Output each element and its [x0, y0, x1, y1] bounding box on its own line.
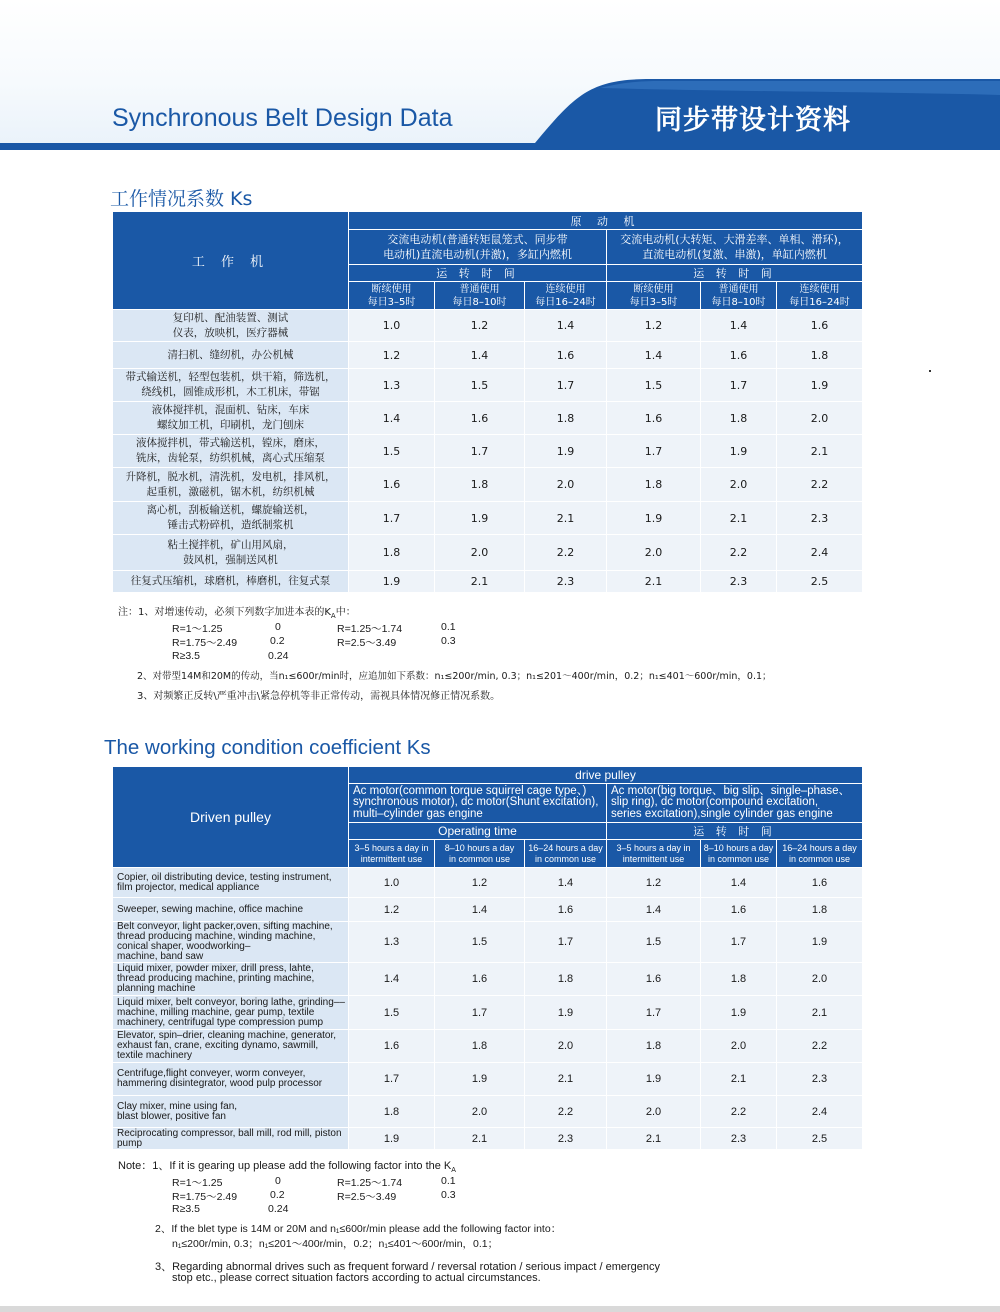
duration-line: 每日3–5时: [367, 296, 416, 308]
row-label-line: Belt conveyor, light packer,oven, sifting machine,: [117, 921, 333, 932]
row-label-line: machine, milling machine, gear pump, textile: [117, 1006, 315, 1018]
row-label-line: thread producing machine, winding machine, conical shaper, woodworking–: [117, 931, 316, 952]
cell-value: 1.4: [435, 342, 525, 369]
cell-value: 2.2: [701, 1096, 777, 1128]
cell-value: 1.8: [349, 1096, 435, 1128]
factor-value: 0: [275, 621, 281, 633]
factor-range: R=1.75～2.49: [172, 1191, 238, 1203]
cell-value: 1.9: [525, 996, 607, 1030]
cell-value: 2.0: [777, 402, 863, 435]
cell-value: 1.7: [701, 369, 777, 402]
cell-value: 2.0: [435, 535, 525, 571]
duration-line: 8–10 hours a day: [444, 842, 515, 853]
row-label: [113, 402, 349, 435]
cell-value: 1.6: [349, 468, 435, 502]
cell-value: 1.4: [525, 310, 607, 342]
duration-line: 连续使用: [545, 283, 586, 295]
row-label-line: textile machinery: [117, 1050, 193, 1061]
cell-value: 1.9: [349, 571, 435, 593]
row-label: [113, 310, 349, 342]
cell-value: 2.2: [777, 1030, 863, 1063]
cell-value: 2.2: [525, 535, 607, 571]
cell-value: 2.0: [435, 1096, 525, 1128]
row-label-line: planning machine: [117, 983, 196, 994]
cell-value: 1.4: [607, 898, 701, 922]
factor-range: R=1～1.25: [172, 623, 223, 635]
ks-table-en: [112, 766, 863, 1150]
motor-a-line: multi–cylinder gas engine: [353, 807, 483, 820]
note1-cn: [118, 603, 356, 620]
cell-value: 2.4: [777, 535, 863, 571]
duration-header: [701, 840, 777, 868]
cell-value: 2.0: [701, 1030, 777, 1063]
cell-value: 1.5: [349, 996, 435, 1030]
cell-value: 1.8: [525, 402, 607, 435]
cell-value: 1.8: [607, 1030, 701, 1063]
row-label-line: Liquid mixer, belt conveyor, boring lathe, grinding––: [117, 996, 345, 1008]
duration-line: 断续使用: [633, 283, 674, 295]
cell-value: 1.5: [435, 922, 525, 963]
note2-cn: 2、对带型14M和20M的传动，当n₁≤600r/min时，应追加如下系数：n₁≤200r/min, 0.3；n₁≤201～400r/min，0.2；n₁≤401～600r/min，0.1；: [137, 671, 772, 682]
duration-line: 每日8–10时: [711, 296, 766, 308]
duration-header: [777, 282, 863, 310]
row-label-line: Elevator, spin–drier, cleaning machine, generator,: [117, 1030, 337, 1041]
cell-value: 1.6: [777, 868, 863, 898]
motor-group-b: [607, 230, 863, 265]
row-label-line: 粘土搅拌机，矿山用风扇，: [167, 538, 294, 551]
motor-b-line: slip ring), dc motor(compound excitation,: [611, 796, 819, 809]
note1-en: [118, 1157, 456, 1174]
duration-header: [777, 840, 863, 868]
cell-value: 2.3: [525, 1128, 607, 1150]
note1-en-text: Note：1、If it is gearing up please add the following factor into the K: [118, 1160, 452, 1172]
table-row: [113, 1128, 863, 1150]
factor-range: R=1.75～2.49: [172, 637, 238, 649]
cell-value: 1.4: [349, 963, 435, 996]
cell-value: 2.1: [435, 571, 525, 593]
table-row: [113, 310, 863, 342]
row-label: [113, 963, 349, 996]
cell-value: 2.3: [701, 1128, 777, 1150]
row-label: [113, 922, 349, 963]
factor-value: 0.24: [268, 1203, 289, 1215]
motor-group-b: [607, 784, 863, 823]
cell-value: 1.6: [607, 963, 701, 996]
table-row: [113, 1063, 863, 1096]
cell-value: 1.8: [435, 468, 525, 502]
table-row: [113, 1030, 863, 1063]
factor-range: R=2.5～3.49: [337, 1191, 397, 1203]
operating-time-b: 运 转 时 间: [607, 265, 863, 282]
col-header-drive: 原 动 机: [349, 212, 863, 230]
row-label-line: Sweeper, sewing machine, office machine: [117, 903, 304, 915]
row-label-line: Centrifuge,flight conveyer, worm conveyer,: [117, 1068, 306, 1079]
row-label-line: 往复式压缩机，球磨机，棒磨机，往复式泵: [130, 575, 331, 587]
row-label-line: 仪表，放映机，医疗器械: [172, 326, 289, 339]
note2-en-line1: 2、If the blet type is 14M or 20M and n₁≤600r/min please add the following factor into：: [155, 1223, 562, 1235]
cell-value: 1.4: [349, 402, 435, 435]
table-row: [113, 868, 863, 898]
cell-value: 2.1: [701, 502, 777, 535]
note1-cn-suffix: 中：: [335, 607, 356, 618]
cell-value: 1.3: [349, 369, 435, 402]
cell-value: 1.8: [525, 963, 607, 996]
duration-line: 16–24 hours a day: [528, 842, 603, 853]
cell-value: 1.8: [701, 402, 777, 435]
factor-range: R=1～1.25: [172, 1177, 223, 1189]
row-label: [113, 435, 349, 468]
cell-value: 1.9: [435, 1063, 525, 1096]
table-row: [113, 535, 863, 571]
cell-value: 1.5: [435, 369, 525, 402]
duration-line: 普通使用: [718, 283, 759, 295]
duration-line: 8–10 hours a day: [703, 842, 774, 853]
duration-line: in common use: [448, 853, 511, 864]
cell-value: 1.2: [607, 310, 701, 342]
cell-value: 2.2: [525, 1096, 607, 1128]
factor-value: 0.2: [270, 635, 285, 647]
cell-value: 1.7: [435, 435, 525, 468]
cell-value: 1.9: [435, 502, 525, 535]
section-title-en: The working condition coefficient Ks: [104, 736, 431, 759]
factor-value: 0.24: [268, 650, 289, 662]
row-label-line: 绕线机，圆锥成形机，木工机床，带锯: [141, 386, 320, 398]
table-row: [113, 922, 863, 963]
motor-a-line: 电动机)直流电动机(并激)，多缸内燃机: [383, 248, 572, 261]
row-label: [113, 1030, 349, 1063]
row-label-line: 带式输送机，轻型包装机，烘干箱，筛选机，: [125, 371, 336, 383]
row-label-line: thread producing machine, printing machine,: [117, 973, 315, 984]
cell-value: 1.3: [349, 922, 435, 963]
cell-value: 1.8: [349, 535, 435, 571]
row-label-line: hammering disintegrator, wood pulp processor: [117, 1078, 323, 1089]
cell-value: 1.2: [607, 868, 701, 898]
cell-value: 1.9: [607, 1063, 701, 1096]
cell-value: 2.0: [701, 468, 777, 502]
table-row: [113, 402, 863, 435]
duration-header: [607, 840, 701, 868]
table-row: [113, 502, 863, 535]
cell-value: 2.5: [777, 571, 863, 593]
cell-value: 2.0: [525, 468, 607, 502]
table-row: [113, 435, 863, 468]
duration-line: 每日16–24时: [789, 296, 850, 308]
row-label: [113, 468, 349, 502]
cell-value: 1.6: [525, 898, 607, 922]
cell-value: 1.8: [435, 1030, 525, 1063]
cell-value: 2.1: [777, 996, 863, 1030]
cell-value: 1.9: [777, 369, 863, 402]
row-label: [113, 571, 349, 593]
row-label: [113, 1063, 349, 1096]
page-header: [0, 0, 1000, 150]
row-label-line: blast blower, positive fan: [117, 1110, 226, 1122]
motor-a-line: 交流电动机(普通转矩鼠笼式、同步带: [387, 233, 568, 246]
row-label-line: Copier, oil distributing device, testing instrument,: [117, 871, 332, 883]
motor-group-a: [349, 230, 607, 265]
motor-a-line: Ac motor(common torque squirrel cage type、): [353, 784, 587, 797]
row-label: [113, 868, 349, 898]
row-label-line: 螺纹加工机，印刷机，龙门刨床: [157, 419, 304, 431]
cell-value: 1.2: [435, 310, 525, 342]
table-row: [113, 1096, 863, 1128]
row-label-line: 液体搅拌机，带式输送机，镗床，磨床，: [136, 437, 325, 449]
cell-value: 2.4: [777, 1096, 863, 1128]
cell-value: 1.7: [701, 922, 777, 963]
cell-value: 1.7: [349, 1063, 435, 1096]
cell-value: 1.4: [701, 310, 777, 342]
col-header-driven: 工 作 机: [113, 212, 349, 310]
stray-dot: [929, 370, 931, 372]
cell-value: 1.8: [777, 342, 863, 369]
cell-value: 2.1: [607, 571, 701, 593]
cell-value: 2.3: [777, 502, 863, 535]
cell-value: 1.6: [435, 402, 525, 435]
duration-header: [701, 282, 777, 310]
cell-value: 1.6: [701, 342, 777, 369]
row-label-line: machine, band saw: [117, 951, 204, 962]
table-row: [113, 898, 863, 922]
factor-value: 0.3: [441, 635, 456, 647]
cell-value: 1.4: [525, 868, 607, 898]
note1-en-sub: A: [451, 1167, 456, 1175]
duration-header: [525, 840, 607, 868]
factor-value: 0: [275, 1175, 281, 1187]
duration-header: [349, 840, 435, 868]
section-title-cn: 工作情况系数 Ks: [110, 188, 253, 210]
duration-header: [607, 282, 701, 310]
duration-line: 普通使用: [459, 283, 500, 295]
cell-value: 1.8: [701, 963, 777, 996]
duration-line: 每日8–10时: [452, 296, 507, 308]
cell-value: 1.5: [607, 922, 701, 963]
cell-value: 1.6: [777, 310, 863, 342]
cell-value: 2.0: [607, 535, 701, 571]
row-label-line: exhaust fan, crane, exciting dynamo, sawmill,: [117, 1040, 319, 1051]
row-label: [113, 1128, 349, 1150]
cell-value: 1.7: [607, 996, 701, 1030]
factor-range: R=1.25～1.74: [337, 1177, 403, 1189]
cell-value: 1.6: [525, 342, 607, 369]
note1-cn-sub: A: [330, 612, 336, 620]
row-label-line: 起重机，激磁机，锯木机，纺织机械: [146, 485, 315, 498]
cell-value: 2.5: [777, 1128, 863, 1150]
cell-value: 2.1: [607, 1128, 701, 1150]
page-title-cn: 同步带设计资料: [655, 105, 851, 136]
page-footer-bar: [0, 1306, 1000, 1312]
duration-line: intermittent use: [622, 853, 685, 864]
note3-en-line1: 3、Regarding abnormal drives such as frequent forward / reversal rotation / serious impact / emergency: [155, 1261, 661, 1273]
cell-value: 1.9: [349, 1128, 435, 1150]
duration-header: [349, 282, 435, 310]
row-label-line: Reciprocating compressor, ball mill, rod mill, piston pump: [117, 1127, 342, 1149]
cell-value: 1.2: [349, 342, 435, 369]
row-label: [113, 342, 349, 369]
cell-value: 1.9: [701, 435, 777, 468]
operating-time-b: 运 转 时 间: [607, 823, 863, 840]
cell-value: 1.5: [349, 435, 435, 468]
cell-value: 2.0: [607, 1096, 701, 1128]
row-label-line: Liquid mixer, powder mixer, drill press, lahte,: [117, 963, 314, 974]
note1-cn-text: 注：1、对增速传动，必须下列数字加进本表的K: [118, 607, 331, 618]
cell-value: 1.8: [607, 468, 701, 502]
row-label: [113, 1096, 349, 1128]
motor-b-line: 直流电动机(复激、串激)，单缸内燃机: [642, 248, 827, 261]
duration-line: in common use: [534, 853, 597, 864]
factor-value: 0.1: [441, 1175, 456, 1187]
cell-value: 2.1: [777, 435, 863, 468]
cell-value: 1.8: [777, 898, 863, 922]
motor-b-line: Ac motor(big torque、big slip、single–phase、: [611, 784, 851, 797]
cell-value: 2.1: [435, 1128, 525, 1150]
duration-line: 16–24 hours a day: [782, 842, 857, 853]
cell-value: 2.3: [525, 571, 607, 593]
row-label-line: film projector, medical appliance: [117, 881, 260, 893]
duration-line: 3–5 hours a day in: [616, 842, 691, 853]
cell-value: 1.7: [435, 996, 525, 1030]
duration-line: 每日16–24时: [535, 296, 596, 308]
table-row: [113, 369, 863, 402]
cell-value: 1.5: [607, 369, 701, 402]
cell-value: 1.7: [525, 369, 607, 402]
cell-value: 1.6: [349, 1030, 435, 1063]
factor-value: 0.2: [270, 1189, 285, 1201]
row-label-line: 液体搅拌机，混面机、钻床，车床: [151, 404, 310, 416]
table-row: [113, 571, 863, 593]
row-label-line: 离心机，刮板输送机，螺旋输送机，: [146, 504, 315, 516]
ks-table-cn: [112, 211, 863, 593]
cell-value: 1.4: [701, 868, 777, 898]
cell-value: 2.1: [701, 1063, 777, 1096]
cell-value: 1.9: [701, 996, 777, 1030]
cell-value: 1.7: [349, 502, 435, 535]
cell-value: 1.2: [349, 898, 435, 922]
row-label: [113, 502, 349, 535]
duration-header: [525, 282, 607, 310]
row-label: [113, 996, 349, 1030]
cell-value: 1.6: [607, 402, 701, 435]
col-header-drive: drive pulley: [349, 767, 863, 784]
table-row: [113, 342, 863, 369]
duration-line: in common use: [788, 853, 851, 864]
duration-line: 3–5 hours a day in: [354, 842, 429, 853]
cell-value: 1.0: [349, 310, 435, 342]
cell-value: 1.9: [525, 435, 607, 468]
cell-value: 2.0: [777, 963, 863, 996]
row-label-line: 复印机、配油装置、测试: [172, 311, 289, 324]
motor-b-line: series excitation),single cylinder gas engine: [611, 807, 833, 820]
cell-value: 2.1: [525, 502, 607, 535]
cell-value: 1.2: [435, 868, 525, 898]
cell-value: 2.2: [701, 535, 777, 571]
motor-a-line: synchronous motor), dc motor(Shunt excitation),: [353, 796, 599, 809]
factor-range: R=1.25～1.74: [337, 623, 403, 635]
cell-value: 1.4: [435, 898, 525, 922]
cell-value: 1.9: [607, 502, 701, 535]
operating-time-a: Operating time: [349, 823, 607, 840]
row-label-line: Clay mixer, mine using fan,: [117, 1100, 238, 1112]
factor-value: 0.3: [441, 1189, 456, 1201]
cell-value: 2.3: [701, 571, 777, 593]
cell-value: 2.2: [777, 468, 863, 502]
cell-value: 1.4: [607, 342, 701, 369]
cell-value: 1.7: [607, 435, 701, 468]
cell-value: 1.6: [435, 963, 525, 996]
factor-value: 0.1: [441, 621, 456, 633]
note3-cn: 3、对频繁正反转\严重冲击\紧急停机等非正常传动，需视具体情况修正情况系数。: [137, 691, 501, 702]
col-header-driven: Driven pulley: [113, 767, 349, 868]
row-label-line: 升降机，脱水机，清洗机，发电机，排风机，: [125, 470, 336, 483]
operating-time-a: 运 转 时 间: [349, 265, 607, 282]
cell-value: 1.9: [777, 922, 863, 963]
factor-range: R=2.5～3.49: [337, 637, 397, 649]
row-label: [113, 535, 349, 571]
page-title-en: Synchronous Belt Design Data: [112, 104, 453, 132]
note2-en-line2: n₁≤200r/min, 0.3；n₁≤201～400r/min，0.2；n₁≤401～600r/min，0.1；: [172, 1238, 499, 1250]
duration-line: 每日3–5时: [629, 296, 678, 308]
motor-b-line: 交流电动机(大转矩、大滑差率、单相、滑环)，: [620, 233, 849, 246]
cell-value: 1.7: [525, 922, 607, 963]
row-label: [113, 369, 349, 402]
cell-value: 2.1: [525, 1063, 607, 1096]
cell-value: 2.0: [525, 1030, 607, 1063]
duration-line: 连续使用: [799, 283, 840, 295]
cell-value: 2.3: [777, 1063, 863, 1096]
factor-range: R≥3.5: [172, 1203, 200, 1215]
table-row: [113, 963, 863, 996]
duration-line: intermittent use: [360, 853, 423, 864]
row-label-line: 锤击式粉碎机，造纸制浆机: [167, 519, 294, 531]
row-label-line: machinery, centrifugal type compression pump: [117, 1016, 324, 1028]
duration-header: [435, 840, 525, 868]
cell-value: 1.0: [349, 868, 435, 898]
factor-range: R≥3.5: [172, 650, 200, 662]
cell-value: 1.6: [701, 898, 777, 922]
row-label-line: 清扫机、缝纫机，办公机械: [167, 348, 294, 361]
table-row: [113, 468, 863, 502]
row-label-line: 鼓风机，强制送风机: [183, 553, 278, 566]
duration-line: in common use: [707, 853, 770, 864]
note3-en-line2: stop etc., please correct situation factors according to actual circumstances.: [172, 1272, 541, 1284]
row-label: [113, 898, 349, 922]
duration-line: 断续使用: [371, 283, 412, 295]
table-row: [113, 996, 863, 1030]
motor-group-a: [349, 784, 607, 823]
duration-header: [435, 282, 525, 310]
row-label-line: 铣床，齿轮泵，纺织机械，离心式压缩泵: [136, 452, 325, 464]
